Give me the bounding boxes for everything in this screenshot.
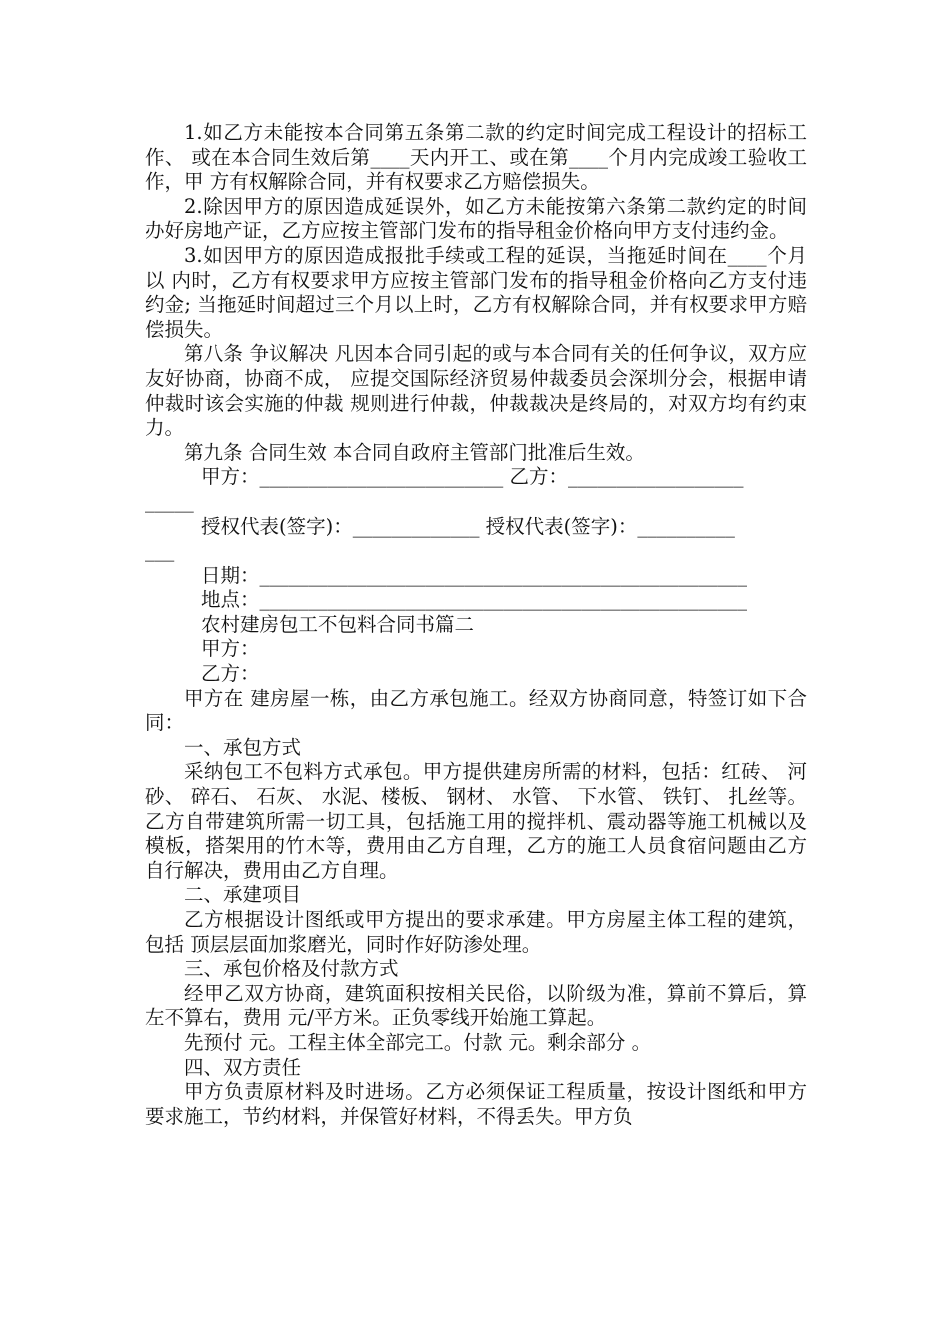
heading-contract-method: 一、承包方式: [184, 735, 302, 759]
article-nine-effect: 第九条 合同生效 本合同自政府主管部门批准后生效。: [184, 440, 645, 464]
signature-place-line: 地点：__________________________________________________: [201, 588, 748, 612]
section-two-intro: 甲方在 建房屋一栋，由乙方承包施工。经双方协商同意，特签订如下合同：: [145, 686, 807, 735]
section-two-party-a: 甲方：: [201, 637, 260, 661]
signature-representative-line-wrap: ___: [145, 539, 175, 563]
payment-schedule: 先预付 元。工程主体全部完工。付款 元。剩余部分 。: [184, 1030, 652, 1054]
clause-paragraph-1: 1.如乙方未能按本合同第五条第二款的约定时间完成工程设计的招标工作、 或在本合同生效后第____天内开工、或在第____个月内完成竣工验收工作，甲 方有权解除合同，并有权要求乙方赔偿损失。: [145, 121, 807, 194]
article-eight-dispute: 第八条 争议解决 凡因本合同引起的或与本合同有关的任何争议，双方应友好协商，协商不成， 应提交国际经济贸易仲裁委员会深圳分会，根据申请仲裁时该会实施的仲裁 规则进行仲裁，仲裁裁决是终局的，对双方均有约束力。: [145, 342, 807, 440]
signature-party-line: 甲方：_________________________ 乙方：__________________: [201, 465, 744, 489]
price-payment-body: 经甲乙双方协商，建筑面积按相关民俗，以阶级为准，算前不算后，算左不算右，费用 元/平方米。正负零线开始施工算起。: [145, 981, 807, 1030]
heading-construction-items: 二、承建项目: [184, 883, 302, 907]
contract-method-body: 采纳包工不包料方式承包。甲方提供建房所需的材料，包括：红砖、 河砂、 碎石、 石灰、 水泥、楼板、 钢材、 水管、 下水管、 铁钉、 扎丝等。 乙方自带建筑所需一切工具，包括施工用的搅拌机、震动器等施工机械以及模板，搭架用的竹木等，费用由乙方自理，乙方的施工人员食宿问题由乙方自行解决，费用由乙方自理。: [145, 760, 807, 882]
heading-responsibilities: 四、双方责任: [184, 1055, 302, 1079]
heading-price-payment: 三、承包价格及付款方式: [184, 957, 399, 981]
construction-items-body: 乙方根据设计图纸或甲方提出的要求承建。甲方房屋主体工程的建筑，包括 顶层层面加浆磨光，同时作好防渗处理。: [145, 908, 807, 956]
section-two-party-b: 乙方：: [201, 662, 260, 686]
responsibilities-body: 甲方负责原材料及时进场。乙方必须保证工程质量，按设计图纸和甲方要求施工，节约材料，并保管好材料，不得丢失。甲方负: [145, 1080, 807, 1128]
clause-paragraph-3: 3.如因甲方的原因造成报批手续或工程的延误，当拖延时间在____个月以 内时，乙方有权要求甲方应按主管部门发布的指导租金价格向乙方支付违约金; 当拖延时间超过三个月以上时，乙方有权解除合同，并有权要求甲方赔偿损失。: [145, 243, 807, 341]
section-two-title: 农村建房包工不包料合同书篇二: [201, 612, 475, 636]
signature-party-line-wrap: _____: [145, 489, 194, 513]
clause-paragraph-2: 2.除因甲方的原因造成延误外，如乙方未能按第六条第二款约定的时间办好房地产证，乙方应按主管部门发布的指导租金价格向甲方支付违约金。: [145, 194, 807, 243]
signature-representative-line: 授权代表(签字)：_____________ 授权代表(签字)：__________: [201, 514, 735, 538]
document-page: [145, 121, 807, 1129]
signature-date-line: 日期：__________________________________________________: [201, 563, 748, 587]
